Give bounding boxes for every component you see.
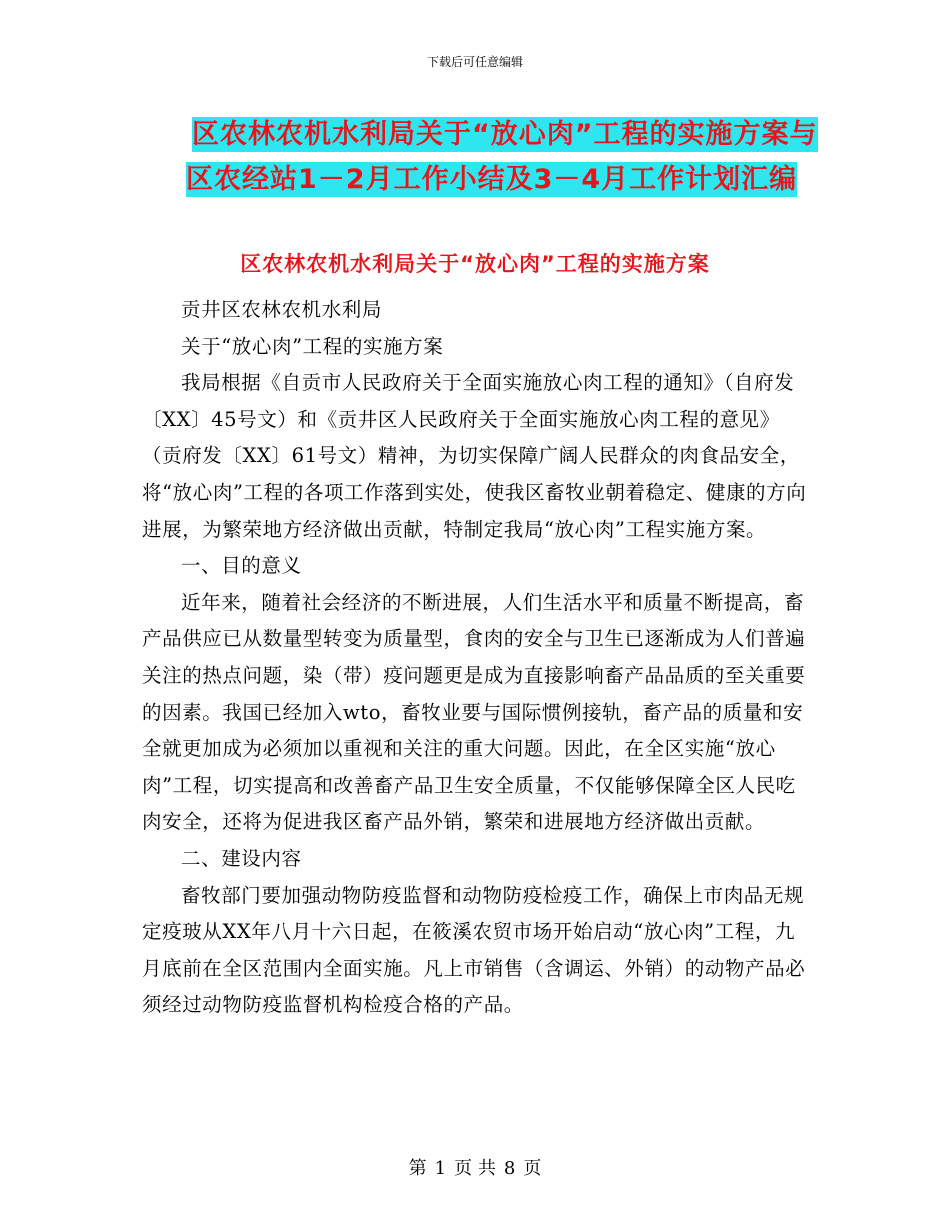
title-highlight-1: 区农林农机水利局关于“放心肉”工程的实施方案与 bbox=[192, 119, 818, 150]
footer-current-page: 1 bbox=[434, 1158, 447, 1179]
heading-purpose: 一、目的意义 bbox=[181, 554, 302, 578]
paragraph-intro: 我局根据《自贡市人民政府关于全面实施放心肉工程的通知》（自府发〔XX〕45号文）和《贡井区人民政府关于全面实施放心肉工程的意见》（贡府发〔XX〕61号文）精神，为切实保障广阔人民群众的肉食品安全，将“放心肉”工程的各项工作落到实处，使我区畜牧业朝着稳定、健康的方向进展，为繁荣地方经济做出贡献，特制定我局“放心肉”工程实施方案。 bbox=[142, 371, 807, 541]
paragraph-content: 畜牧部门要加强动物防疫监督和动物防疫检疫工作，确保上市肉品无规定疫玻从XX年八月十六日起，在筱溪农贸市场开始启动“放心肉”工程，九月底前在全区范围内全面实施。凡上市销售（含调运、外销）的动物产品必须经过动物防疫监督机构检疫合格的产品。 bbox=[142, 883, 806, 1017]
paragraph-subject: 关于“放心肉”工程的实施方案 bbox=[181, 334, 444, 358]
header-note: 下载后可任意编辑 bbox=[426, 55, 523, 69]
document-title-line-2 bbox=[0, 157, 950, 196]
heading-content: 二、建设内容 bbox=[181, 846, 302, 870]
footer-suffix: 页 bbox=[523, 1158, 542, 1179]
footer-total-pages: 8 bbox=[503, 1158, 516, 1179]
section-title: 区农林农机水利局关于“放心肉”工程的实施方案 bbox=[240, 252, 710, 276]
paragraph-purpose: 近年来，随着社会经济的不断进展，人们生活水平和质量不断提高，畜产品供应已从数量型转变为质量型，食肉的安全与卫生已逐渐成为人们普遍关注的热点问题，染（带）疫问题更是成为直接影响畜产品品质的至关重要的因素。我国已经加入wto，畜牧业要与国际惯例接轨，畜产品的质量和安全就更加成为必须加以重视和关注的重大问题。因此，在全区实施“放心肉”工程，切实提高和改善畜产品卫生安全质量，不仅能够保障全区人民吃肉安全，还将为促进我区畜产品外销，繁荣和进展地方经济做出贡献。 bbox=[142, 590, 806, 834]
paragraph-issuer: 贡井区农林农机水利局 bbox=[181, 298, 383, 321]
page-footer bbox=[0, 1154, 950, 1180]
title-highlight-2: 区农经站1－2月工作小结及3－4月工作计划汇编 bbox=[186, 164, 798, 195]
document-title-line-1 bbox=[0, 112, 950, 151]
document-body bbox=[142, 292, 807, 1024]
footer-middle: 页 共 bbox=[454, 1158, 496, 1179]
footer-prefix: 第 bbox=[408, 1158, 427, 1179]
